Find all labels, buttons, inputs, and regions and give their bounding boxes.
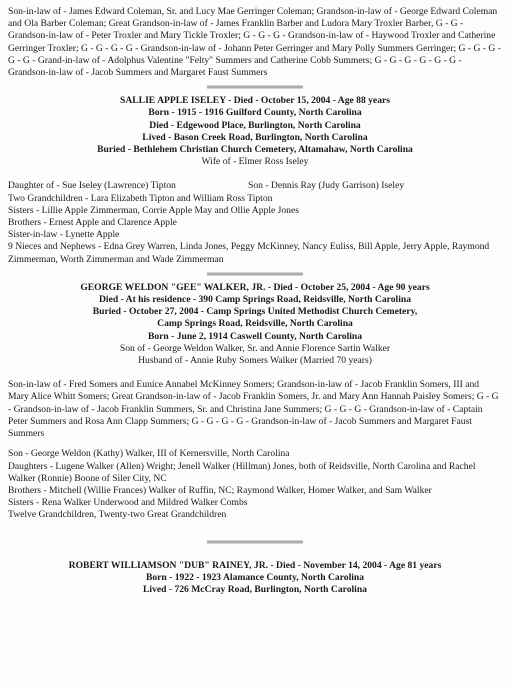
obituary-entry-walker	[8, 282, 502, 522]
grandchildren-line: Two Grandchildren - Lara Elizabeth Tipton and William Ross Tipton	[8, 192, 273, 204]
brothers-line: Brothers - Mitchell (Willie Frances) Walker of Ruffin, NC; Raymond Walker, Homer Walker, and Sam Walker	[8, 484, 432, 496]
obituary-entry-rainey	[8, 560, 502, 597]
brothers-line: Brothers - Ernest Apple and Clarence Apple	[8, 217, 177, 229]
spouse-line: Husband of - Annie Ruby Somers Walker (Married 70 years)	[138, 355, 372, 367]
entry-header: GEORGE WELDON "GEE" WALKER, JR. - Died - October 25, 2004 - Age 90 years	[80, 281, 430, 293]
sister-in-law-line: Sister-in-law - Lynette Apple	[8, 229, 120, 241]
nieces-nephews-line: 9 Nieces and Nephews - Edna Grey Warren, Linda Jones, Peggy McKinney, Nancy Euliss, Bill Apple, Jerry Apple, Raymond Zimmerman, Worth Zimmerman and Wade Zimmerman	[8, 241, 490, 265]
buried-line-continued: Camp Springs Road, Reidsville, North Carolina	[157, 318, 353, 330]
born-line: Born - June 2, 1914 Caswell County, North Carolina	[147, 330, 363, 342]
born-line: Born - 1915 - 1916 Guilford County, North Carolina	[148, 107, 362, 119]
section-divider	[207, 86, 303, 88]
section-divider	[207, 540, 303, 542]
parents-line: Son of - George Weldon Walker, Sr. and Annie Florence Sartin Walker	[119, 342, 391, 354]
died-line: Died - At his residence - 390 Camp Springs Road, Reidsville, North Carolina	[99, 294, 411, 306]
son-line: Son - Dennis Ray (Judy Garrison) Iseley	[248, 180, 405, 192]
section-divider	[207, 273, 303, 275]
son-line: Son - George Weldon (Kathy) Walker, III of Kernersville, North Carolina	[8, 448, 290, 460]
buried-line: Buried - October 27, 2004 - Camp Springs United Methodist Church Cemetery,	[92, 306, 418, 318]
sisters-line: Sisters - Rena Walker Underwood and Mildred Walker Combs	[8, 497, 248, 509]
intro-paragraph: Son-in-law of - James Edward Coleman, Sr. and Lucy Mae Gerringer Coleman; Grandson-in-law of - George Edward Coleman and Ola Barber Coleman; Great Grandson-in-law of - James Franklin Barber and Ludora Mary Troxler Barber, G - G - Grandson-in-law of - Peter Troxler and Mary Tickle Troxler; G - G - G - Grandson-in-law of - Haywood Troxler and Catherine Gerringer Troxler; G - G - G - G - Grandson-in-law of - Johann Peter Gerringer and Mary Polly Summers Gerringer; G - G - G - G - G - Grand-in-law of - Adolphus Valentine "Felty" Summers and Catherine Cobb Summers; G - G - G - G - G - G - Grandson-in-law of - Jacob Summers and Margaret Faust Summers	[8, 6, 501, 79]
lived-line: Lived - Bason Creek Road, Burlington, North Carolina	[142, 131, 368, 143]
daughter-line: Daughter of - Sue Iseley (Lawrence) Tipton	[8, 180, 176, 192]
inlaws-paragraph: Son-in-law of - Fred Somers and Eunice Annabel McKinney Somers; Grandson-in-law of - Jacob Franklin Somers, III and Mary Alice Whitt Somers; Great Grandson-in-law of - Jacob Franklin Somers, Jr. and Mary Ann Hannah Paisley Somers; G - G - Grandson-in-law of - Jacob Franklin Summers, Sr. and Christina Jane Summers; G - G - G - Grandson-in-law of - Captain Peter Summers and Rosa Ann Clapp Summers; G - G - G - G - Grandson-in-law of - Jacob Summers and Margaret Faust Summers	[8, 379, 499, 440]
obituary-entry-iseley	[8, 95, 502, 266]
entry-header: ROBERT WILLIAMSON "DUB" RAINEY, JR. - Died - November 14, 2004 - Age 81 years	[68, 559, 442, 571]
grandchildren-line: Twelve Grandchildren, Twenty-two Great Grandchildren	[8, 509, 227, 521]
spouse-line: Wife of - Elmer Ross Iseley	[201, 156, 309, 168]
born-line: Born - 1922 - 1923 Alamance County, North Carolina	[145, 571, 365, 583]
lived-line: Lived - 726 McCray Road, Burlington, North Carolina	[143, 583, 367, 595]
buried-line: Buried - Bethlehem Christian Church Cemetery, Altamahaw, North Carolina	[97, 144, 413, 156]
died-line: Died - Edgewood Place, Burlington, North Carolina	[149, 119, 361, 131]
entry-header: SALLIE APPLE ISELEY - Died - October 15, 2004 - Age 88 years	[120, 95, 390, 107]
daughters-line: Daughters - Lugene Walker (Allen) Wright; Jenell Walker (Hillman) Jones, both of Reidsville, North Carolina and Rachel Walker (Ronnie) Boone of Siler City, NC	[8, 460, 476, 484]
sisters-line: Sisters - Lillie Apple Zimmerman, Corrie Apple May and Ollie Apple Jones	[8, 204, 299, 216]
family-row	[8, 180, 502, 192]
